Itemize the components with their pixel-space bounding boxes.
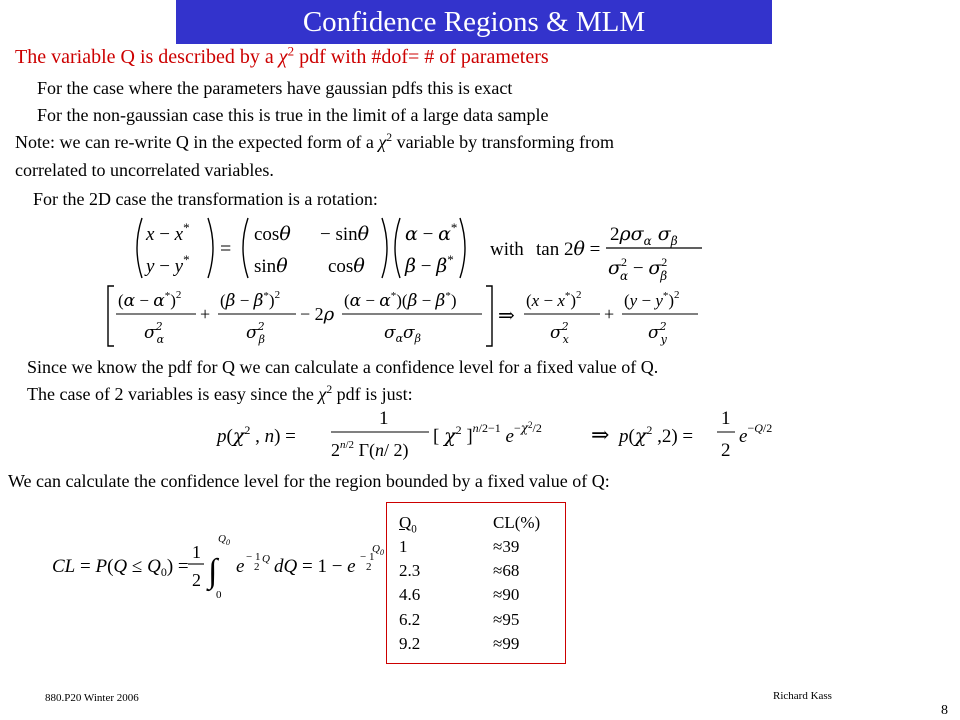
headline-sup: 2: [287, 43, 295, 59]
svg-text:Q: Q: [262, 553, 270, 565]
q-value: 1: [399, 537, 408, 556]
page-number: 8: [941, 703, 948, 718]
q-value: 4.6: [399, 585, 421, 604]
svg-text:2n/2 Γ(n/ 2): 2$^n$/2 Γ(n/ 2): [331, 439, 409, 460]
svg-text:1: 1: [379, 408, 389, 429]
svg-text:2: 2: [366, 561, 372, 573]
cl-value: ≈90: [493, 585, 520, 604]
svg-text:⇒: ⇒: [498, 305, 515, 327]
headline-pre: The variable Q is described by a: [15, 46, 279, 68]
svg-text:sinθ: sinθ: [254, 255, 288, 277]
svg-text:2ρσα σβ: $2\rho\sigma_\alpha$ $\sigma_\beta$: [610, 223, 678, 248]
svg-text:− 1: − 1: [246, 551, 261, 563]
svg-text:=: =: [220, 238, 232, 260]
svg-text:0: 0: [216, 589, 222, 601]
svg-text:dQ = 1 − e: dQ = 1 − e: [274, 556, 356, 577]
cl-table: [386, 502, 566, 664]
svg-text:− 1: − 1: [360, 551, 375, 563]
svg-text:CL = P(Q ≤ Q0) =: CL = $P(Q \le Q_0)$ =: [52, 556, 189, 579]
svg-text:cosθ: cosθ: [328, 255, 365, 277]
svg-text:− 2ρ: − 2ρ: [300, 304, 335, 325]
svg-text:Q0: $Q_0$: [372, 543, 384, 557]
svg-text:e: e: [236, 556, 245, 577]
svg-text:+: +: [200, 304, 211, 324]
region-line: We can calculate the confidence level for the region bounded by a fixed value of Q:: [8, 471, 610, 491]
q0-header-sub: 0: [411, 523, 417, 536]
headline-post: pdf with #dof= # of parameters: [294, 46, 549, 68]
note-pre: Note: we can re-write Q in the expected form of a: [15, 132, 379, 152]
cl-header: CL(%): [493, 513, 541, 532]
chi2-pdf-equation: [215, 404, 775, 466]
svg-text:(β − β*)2: $(\beta - \beta^*)^2$: [220, 289, 281, 311]
cl-value: ≈68: [493, 561, 520, 580]
svg-text:σ2x: $\sigma^2$ x: [550, 320, 569, 346]
svg-text:y − y*: y − y*: [146, 252, 190, 277]
svg-text:tan 2θ =: tan 2θ =: [536, 238, 601, 260]
svg-text:p(χ2 , n) =: $p(\chi^2$ , n) =: [217, 423, 296, 447]
note-post: variable by transforming from: [392, 132, 615, 152]
q-value: 2.3: [399, 561, 421, 580]
svg-text:Q0: $Q_0$: [218, 533, 230, 547]
since-line: Since we know the pdf for Q we can calculate a confidence level for a fixed value of Q.: [27, 357, 659, 377]
svg-text:1: 1: [721, 408, 731, 429]
rotation-equation: [120, 210, 720, 285]
two-vars-sup: 2: [326, 383, 333, 396]
svg-text:[ χ2 ]n/2−1 e−χ2/2: [ $\chi^2$ ]$^n$/2−1 $e^-\chi^2_{/2}$: [433, 420, 542, 447]
svg-text:σασβ: $\sigma_\alpha\sigma_\beta$: [384, 323, 422, 345]
svg-text:(y − y*)2: $(y - y^*)^2$: [624, 289, 680, 310]
svg-text:(x − x*)2: $(x - x^*)^2$: [526, 289, 582, 310]
cl-value: ≈39: [493, 537, 520, 556]
q-value: 9.2: [399, 634, 421, 653]
footer-course: 880.P20 Winter 2006: [45, 692, 139, 704]
svg-text:σ2β: $\sigma^2$ β: [246, 320, 265, 346]
cl-value: ≈95: [493, 610, 520, 629]
with-word: with: [490, 239, 524, 260]
svg-text:(α − α*)(β − β*): (α − α*)(β − β*): [344, 290, 457, 311]
svg-text:2: 2: [721, 440, 731, 461]
svg-text:σ2y: $\sigma^2$ y: [648, 320, 667, 346]
line-gaussian: For the case where the parameters have gaussian pdfs this is exact: [37, 78, 513, 98]
svg-text:− sinθ: − sinθ: [320, 223, 370, 245]
svg-text:x − x*: x − x*: [146, 220, 190, 245]
q0-header: [399, 513, 417, 536]
svg-text:β − β*: β − β*: [405, 252, 454, 277]
title-bar: [176, 0, 772, 44]
line-nongaussian: For the non-gaussian case this is true in the limit of a large data sample: [37, 105, 549, 125]
svg-text:σ2α: $\sigma^2$ α: [144, 320, 165, 346]
svg-text:1: 1: [192, 542, 201, 562]
slide-title: Confidence Regions & MLM: [302, 6, 646, 38]
two-vars-pre: The case of 2 variables is easy since the: [27, 384, 319, 404]
note-sup: 2: [386, 131, 393, 144]
svg-text:∫: ∫: [208, 553, 218, 590]
footer-author: Richard Kass: [773, 690, 832, 702]
cl-value: ≈99: [493, 634, 520, 653]
svg-text:e−Q/2: e−Q/2: [739, 421, 773, 447]
q0-header-label: Q: [399, 513, 412, 532]
svg-text:cosθ: cosθ: [254, 223, 291, 245]
svg-text:+: +: [604, 304, 615, 324]
note-line-2: correlated to uncorrelated variables.: [15, 160, 274, 180]
note-line-1: [15, 132, 614, 153]
svg-text:σ2α − σ2β: $\sigma^2$ $\alpha - \sigma^2$ β: [608, 255, 668, 283]
svg-text:(α − α*)2: $(\alpha - \alpha^*)^2$: [118, 289, 182, 311]
svg-text:p(χ2 ,2) =: $p(\chi^2$ ,2) =: [619, 423, 694, 447]
line-2d: For the 2D case the transformation is a rotation:: [33, 189, 378, 209]
q-value: 6.2: [399, 610, 421, 629]
headline-chi: χ: [278, 46, 288, 68]
svg-text:α − α*: α − α*: [405, 220, 458, 245]
svg-text:2: 2: [254, 561, 260, 573]
headline: [15, 43, 549, 69]
svg-text:2: 2: [192, 570, 201, 590]
confidence-level-equation: [52, 522, 382, 602]
two-vars-chi: χ: [318, 384, 327, 404]
quadratic-form-equation: [100, 282, 720, 352]
svg-text:⇒: ⇒: [591, 422, 610, 447]
note-chi: χ: [378, 132, 387, 152]
two-vars-line: [27, 384, 413, 405]
two-vars-post: pdf is just:: [332, 384, 413, 404]
